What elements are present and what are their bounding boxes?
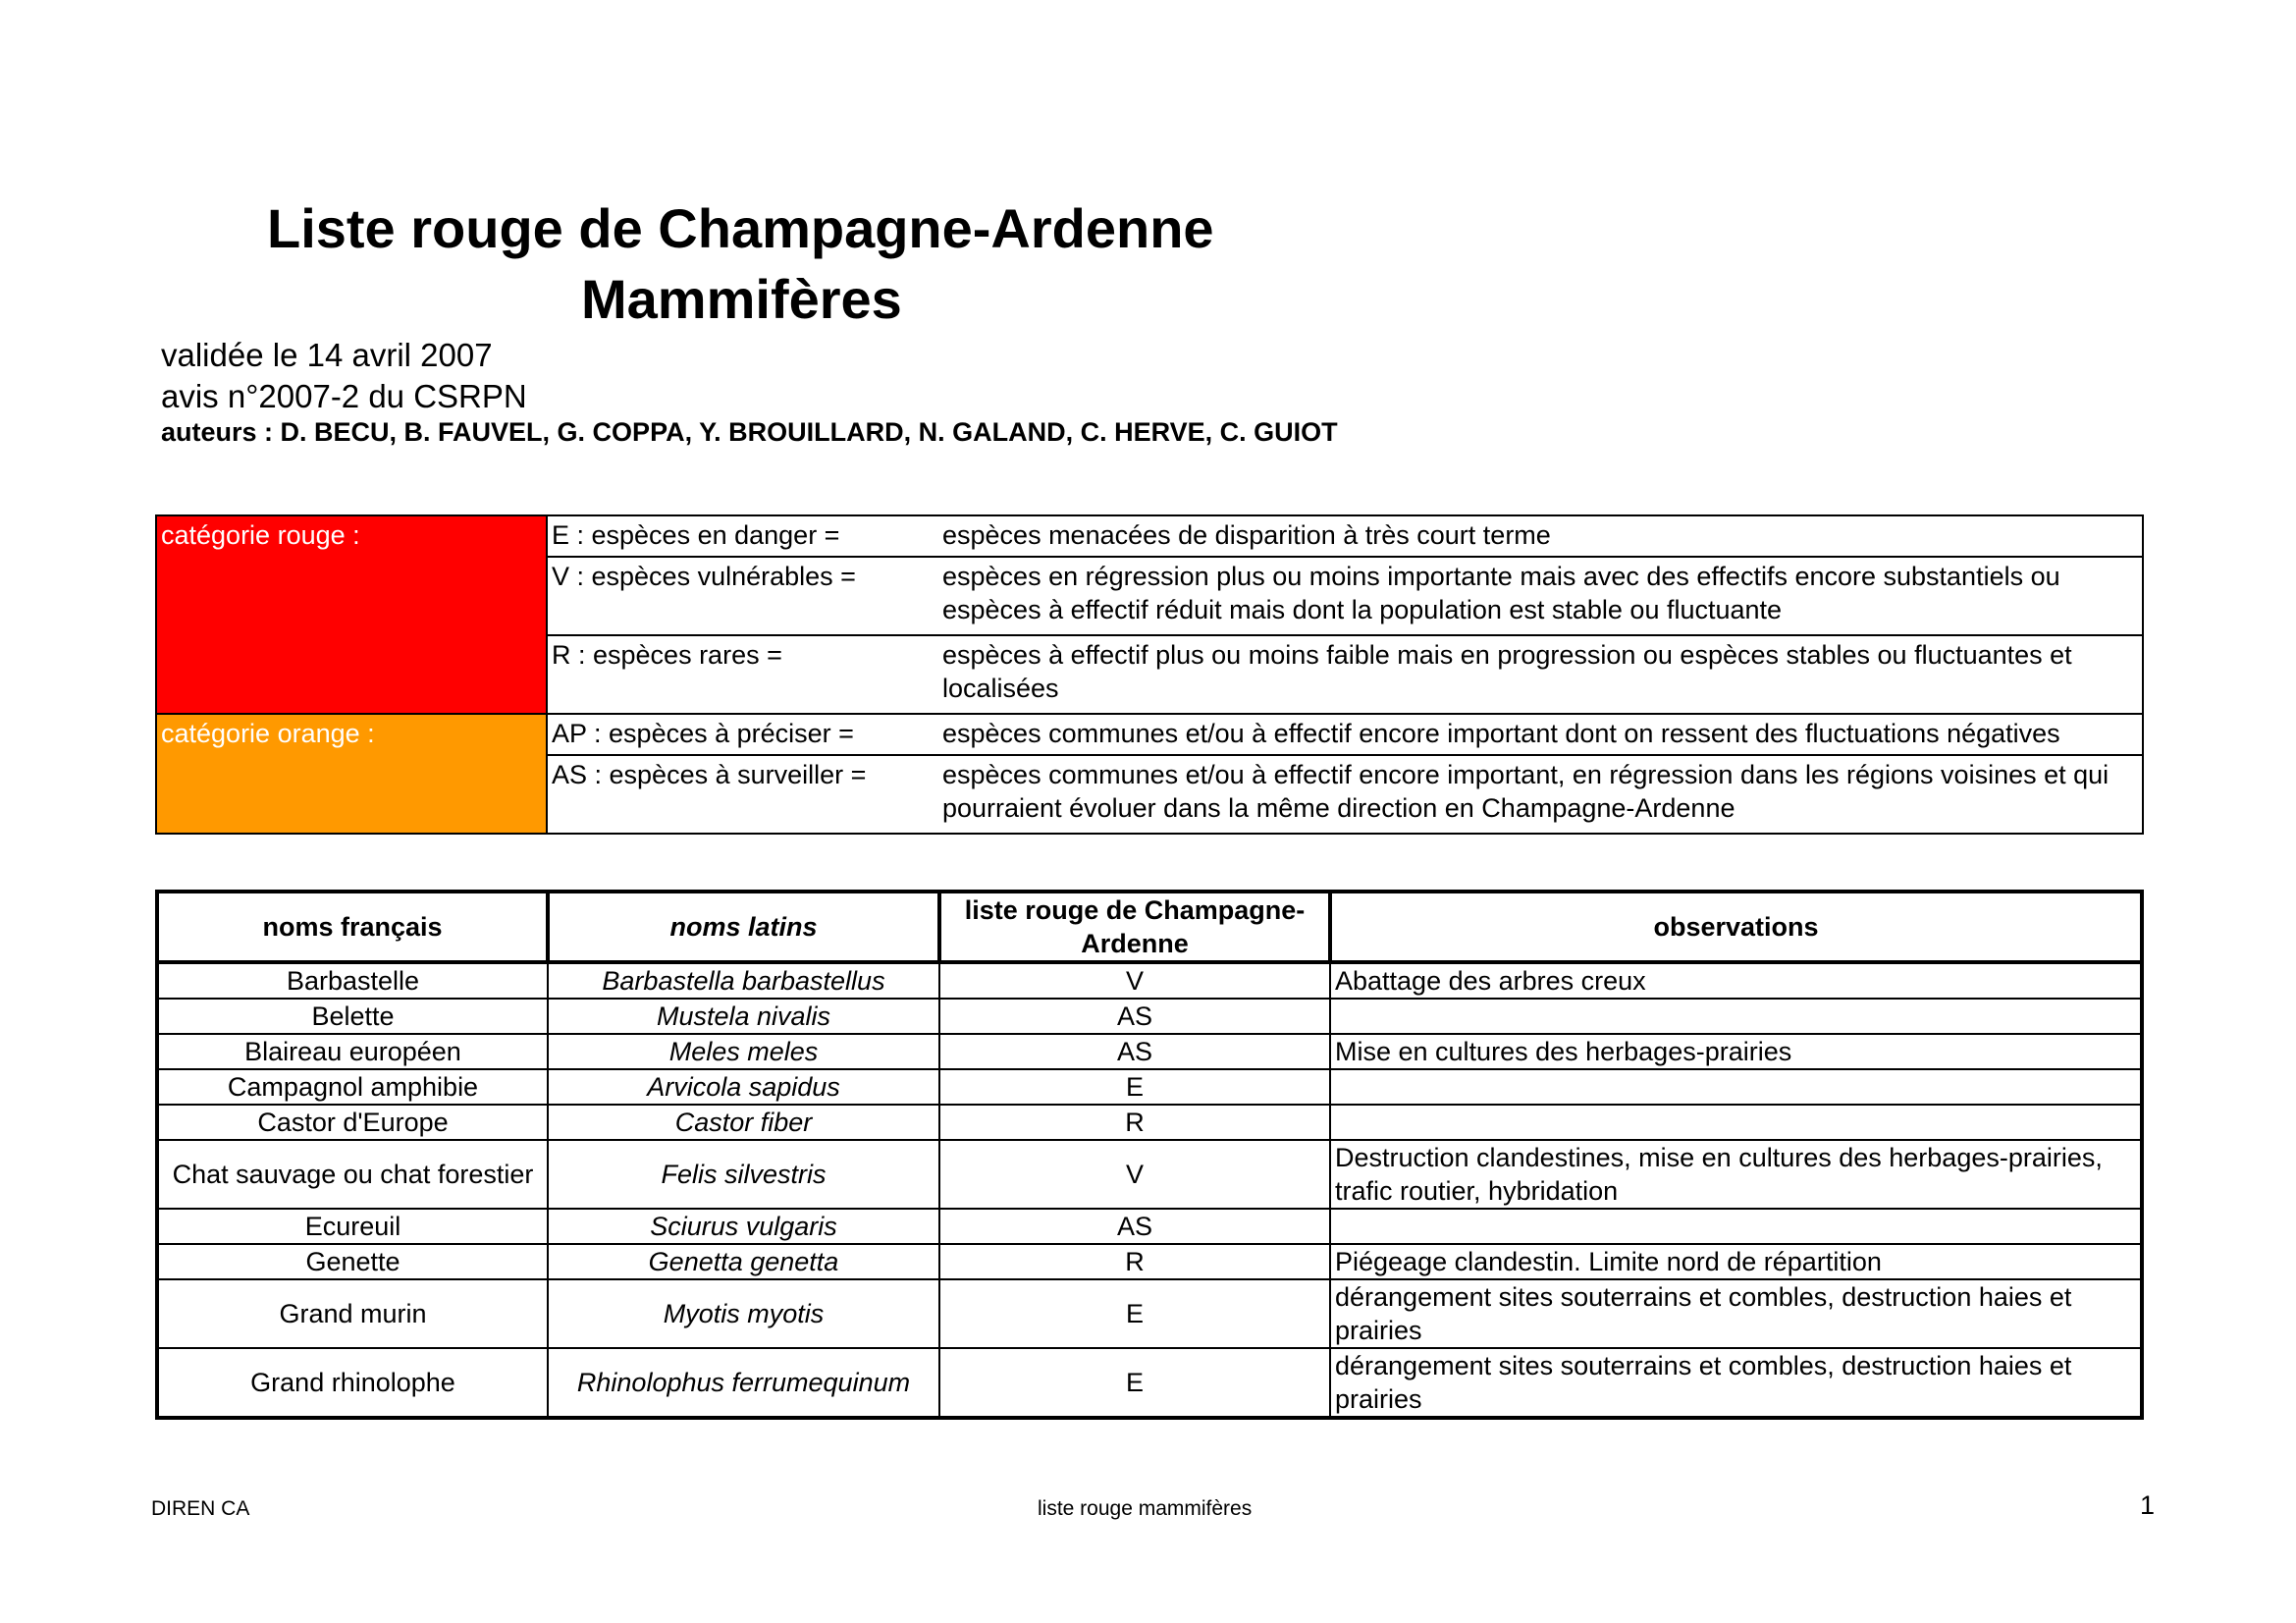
status-code: R [939,1105,1330,1140]
validation-date: validée le 14 avril 2007 [161,337,493,373]
observation: Mise en cultures des herbages-prairies [1330,1034,2142,1069]
document-subtitle: Mammifères [581,268,902,330]
table-row [157,1140,2142,1209]
header-french-names: noms français [157,892,548,962]
latin-name: Myotis myotis [548,1279,939,1348]
legend-row [156,714,2143,755]
legend-row [156,515,2143,557]
species-table [155,890,2144,1420]
table-row [157,1105,2142,1140]
table-row [157,1209,2142,1244]
legend-code: V : espèces vulnérables = [547,557,938,635]
status-code: E [939,1348,1330,1418]
legend-definition: espèces à effectif plus ou moins faible mais en progression ou espèces stables ou fluctuantes et localisées [938,635,2143,714]
legend-definition: espèces en régression plus ou moins importante mais avec des effectifs encore substantiels ou espèces à effectif réduit mais dont la population est stable ou fluctuante [938,557,2143,635]
latin-name: Rhinolophus ferrumequinum [548,1348,939,1418]
red-category-label: catégorie rouge : [156,515,547,714]
french-name: Barbastelle [157,962,548,999]
observation: Piégeage clandestin. Limite nord de répartition [1330,1244,2142,1279]
table-row [157,1069,2142,1105]
french-name: Ecureuil [157,1209,548,1244]
header-observations: observations [1330,892,2142,962]
table-row [157,1348,2142,1418]
table-row [157,1034,2142,1069]
status-code: AS [939,1034,1330,1069]
french-name: Belette [157,999,548,1034]
french-name: Castor d'Europe [157,1105,548,1140]
observation [1330,1209,2142,1244]
legend-code: AP : espèces à préciser = [547,714,938,755]
french-name: Campagnol amphibie [157,1069,548,1105]
french-name: Grand rhinolophe [157,1348,548,1418]
page-number: 1 [2140,1490,2156,1520]
legend-definition: espèces menacées de disparition à très court terme [938,515,2143,557]
header-latin-names: noms latins [548,892,939,962]
header-red-list-status: liste rouge de Champagne-Ardenne [939,892,1330,962]
observation [1330,1105,2142,1140]
legend-code: E : espèces en danger = [547,515,938,557]
latin-name: Sciurus vulgaris [548,1209,939,1244]
authors-line: auteurs : D. BECU, B. FAUVEL, G. COPPA, Y. BROUILLARD, N. GALAND, C. HERVE, C. GUIOT [161,417,1338,447]
status-code: V [939,1140,1330,1209]
table-row [157,962,2142,999]
status-code: AS [939,1209,1330,1244]
document-title: Liste rouge de Champagne-Ardenne [267,197,1214,259]
table-row [157,1279,2142,1348]
observation: Destruction clandestines, mise en cultures des herbages-prairies, trafic routier, hybridation [1330,1140,2142,1209]
footer-organization: DIREN CA [151,1497,250,1520]
french-name: Chat sauvage ou chat forestier [157,1140,548,1209]
csrpn-opinion: avis n°2007-2 du CSRPN [161,378,527,414]
status-code: AS [939,999,1330,1034]
table-row [157,999,2142,1034]
legend-definition: espèces communes et/ou à effectif encore important, en régression dans les régions voisines et qui pourraient évoluer dans la même direction en Champagne-Ardenne [938,755,2143,834]
french-name: Grand murin [157,1279,548,1348]
french-name: Genette [157,1244,548,1279]
observation [1330,1069,2142,1105]
status-code: E [939,1069,1330,1105]
table-header-row [157,892,2142,962]
status-code: R [939,1244,1330,1279]
latin-name: Castor fiber [548,1105,939,1140]
legend-code: AS : espèces à surveiller = [547,755,938,834]
legend-code: R : espèces rares = [547,635,938,714]
category-legend-table [155,514,2144,835]
latin-name: Mustela nivalis [548,999,939,1034]
french-name: Blaireau européen [157,1034,548,1069]
latin-name: Meles meles [548,1034,939,1069]
footer-document-name: liste rouge mammifères [1038,1497,1253,1520]
status-code: E [939,1279,1330,1348]
orange-category-label: catégorie orange : [156,714,547,834]
observation: dérangement sites souterrains et combles, destruction haies et prairies [1330,1348,2142,1418]
latin-name: Arvicola sapidus [548,1069,939,1105]
latin-name: Genetta genetta [548,1244,939,1279]
observation [1330,999,2142,1034]
latin-name: Barbastella barbastellus [548,962,939,999]
observation: dérangement sites souterrains et combles, destruction haies et prairies [1330,1279,2142,1348]
table-row [157,1244,2142,1279]
legend-definition: espèces communes et/ou à effectif encore important dont on ressent des fluctuations négatives [938,714,2143,755]
latin-name: Felis silvestris [548,1140,939,1209]
status-code: V [939,962,1330,999]
observation: Abattage des arbres creux [1330,962,2142,999]
